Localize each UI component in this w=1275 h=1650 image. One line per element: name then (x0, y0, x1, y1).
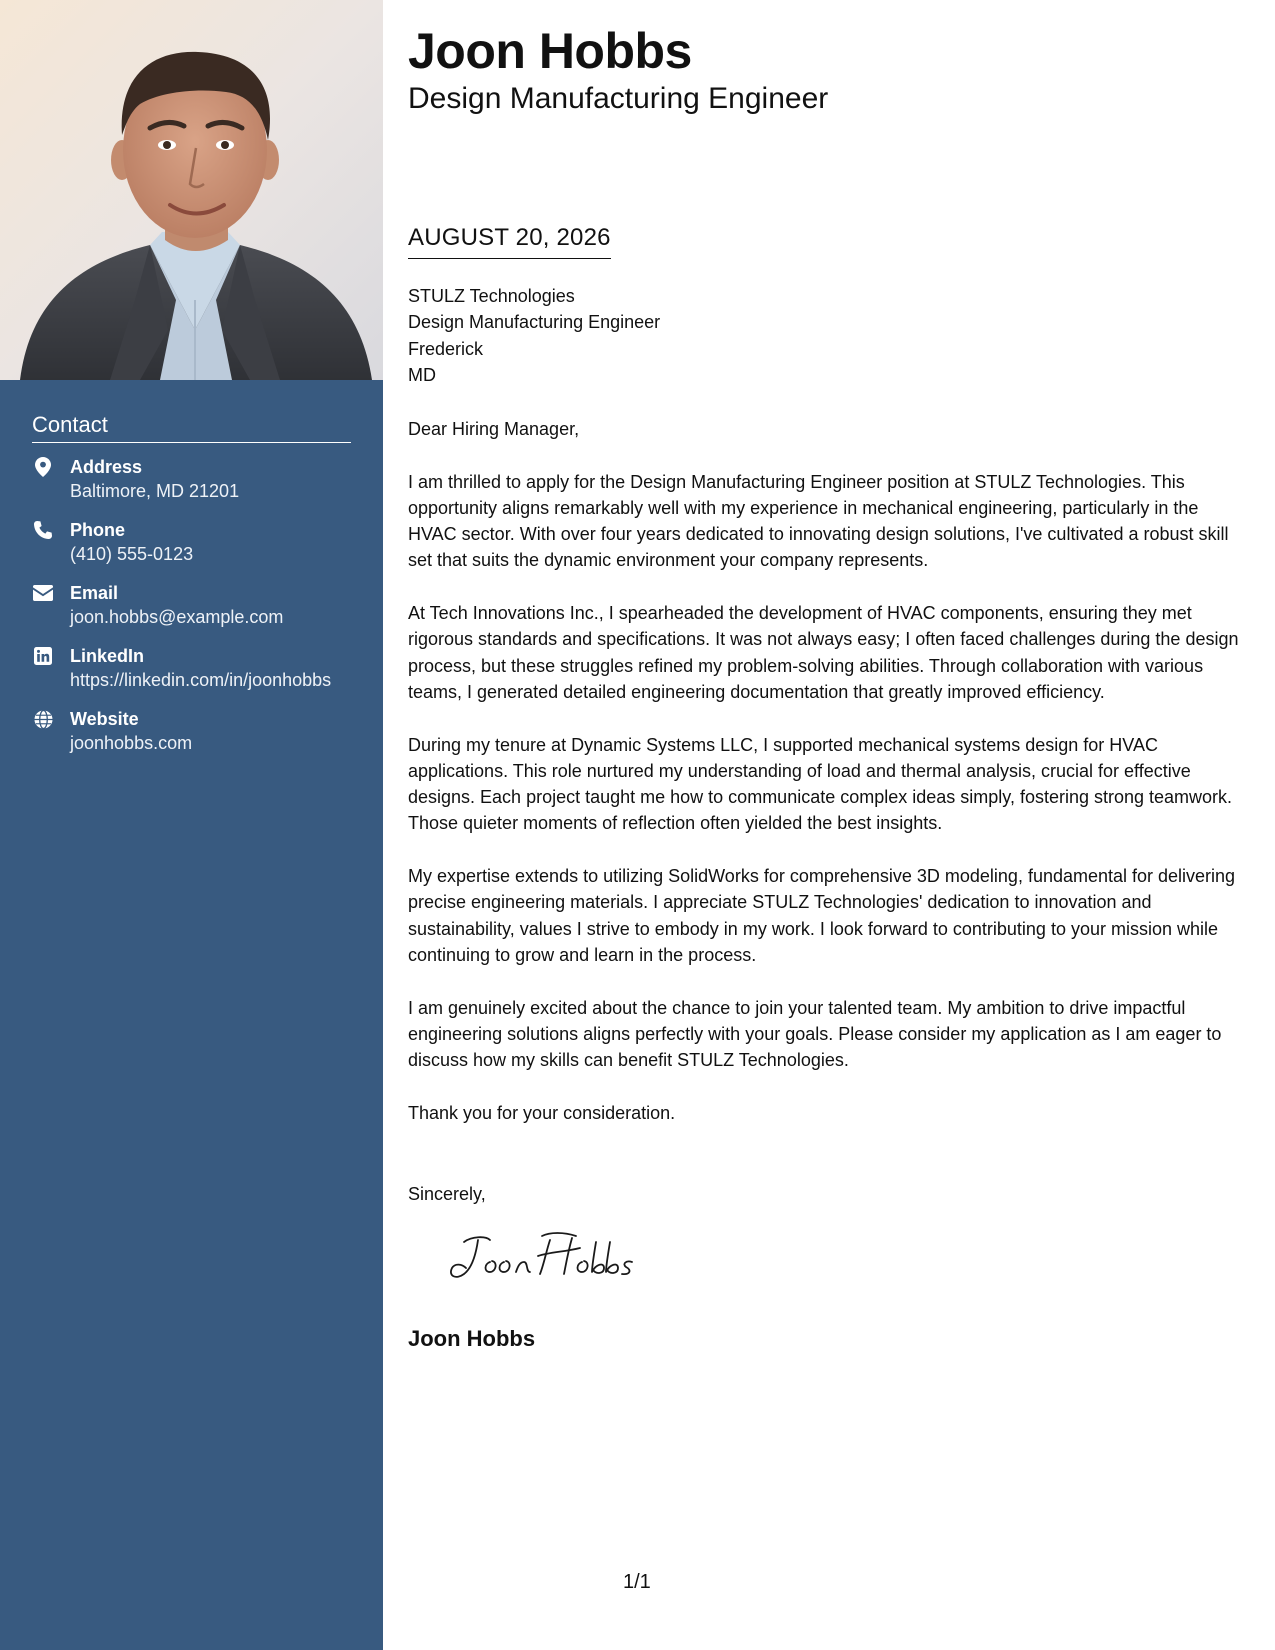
contact-label: Website (70, 709, 139, 729)
signed-name: Joon Hobbs (408, 1326, 536, 1351)
applicant-title: Design Manufacturing Engineer (408, 82, 829, 115)
linkedin-icon (32, 645, 54, 667)
paragraph: At Tech Innovations Inc., I spearheaded the development of HVAC components, ensuring they met rigorous standards and specifications. It was not always easy; I often faced challenges during the design process, but these struggles refined my problem-solving abilities. Through collaboration with various teams, I generated detailed engineering documentation that greatly improved efficiency. (408, 603, 1239, 702)
paragraph: My expertise extends to utilizing SolidWorks for comprehensive 3D modeling, fundamental for delivering precise engineering materials. I appreciate STULZ Technologies' dedication to innovation and sustainability, values I strive to embody in my work. I look forward to contributing to your mission while continuing to grow and learn in the process. (408, 866, 1236, 965)
letter-date: AUGUST 20, 2026 (408, 224, 611, 259)
contact-email (32, 581, 351, 629)
paragraph: During my tenure at Dynamic Systems LLC, I supported mechanical systems design for HVAC applications. This role nurtured my understanding of load and thermal analysis, crucial for effective designs. Each project taught me how to communicate complex ideas simply, fostering strong teamwork. Those quieter moments of reflection often yielded the best insights. (408, 734, 1233, 834)
contact-label: Phone (70, 520, 126, 540)
closing-line: Thank you for your consideration. (408, 1102, 676, 1123)
phone-icon (32, 519, 54, 541)
sign-off: Sincerely, (408, 1184, 486, 1204)
contact-linkedin (32, 644, 351, 692)
profile-photo (0, 0, 383, 380)
contact-value[interactable]: joon.hobbs@example.com (70, 607, 284, 627)
contact-heading: Contact (32, 412, 351, 443)
recipient-company: STULZ Technologies (408, 286, 575, 306)
applicant-name: Joon Hobbs (408, 23, 692, 79)
contact-value[interactable]: joonhobbs.com (70, 733, 193, 753)
envelope-icon (32, 582, 54, 604)
recipient-block (408, 283, 660, 388)
handwritten-signature (446, 1228, 636, 1293)
contact-label: LinkedIn (70, 646, 145, 666)
globe-icon (32, 708, 54, 730)
paragraph: I am genuinely excited about the chance to join your talented team. My ambition to drive impactful engineering solutions aligns perfectly with your goals. Please consider my application as I am eager to discuss how my skills can benefit STULZ Technologies. (408, 997, 1222, 1071)
sidebar (0, 0, 383, 1650)
contact-value: (410) 555-0123 (70, 544, 194, 564)
recipient-state: MD (408, 364, 436, 385)
letter-body (408, 416, 1240, 1126)
page-number: 1/1 (623, 1571, 651, 1593)
recipient-city: Frederick (408, 338, 484, 359)
contact-phone (32, 518, 351, 566)
paragraph: I am thrilled to apply for the Design Manufacturing Engineer position at STULZ Technologies. This opportunity aligns remarkably well with my experience in mechanical engineering, particularly in the HVAC sector. With over four years dedicated to innovating design solutions, I've cultivated a robust skill set that suits the dynamic environment your company represents. (408, 471, 1229, 571)
greeting: Dear Hiring Manager, (408, 419, 580, 439)
contact-section (32, 412, 351, 770)
map-pin-icon (32, 456, 54, 478)
contact-value: Baltimore, MD 21201 (70, 481, 240, 501)
recipient-position: Design Manufacturing Engineer (408, 312, 661, 333)
contact-label: Address (70, 457, 143, 477)
contact-address (32, 455, 351, 503)
contact-website (32, 707, 351, 755)
contact-value[interactable]: https://linkedin.com/in/joonhobbs (70, 670, 332, 690)
contact-label: Email (70, 583, 119, 603)
